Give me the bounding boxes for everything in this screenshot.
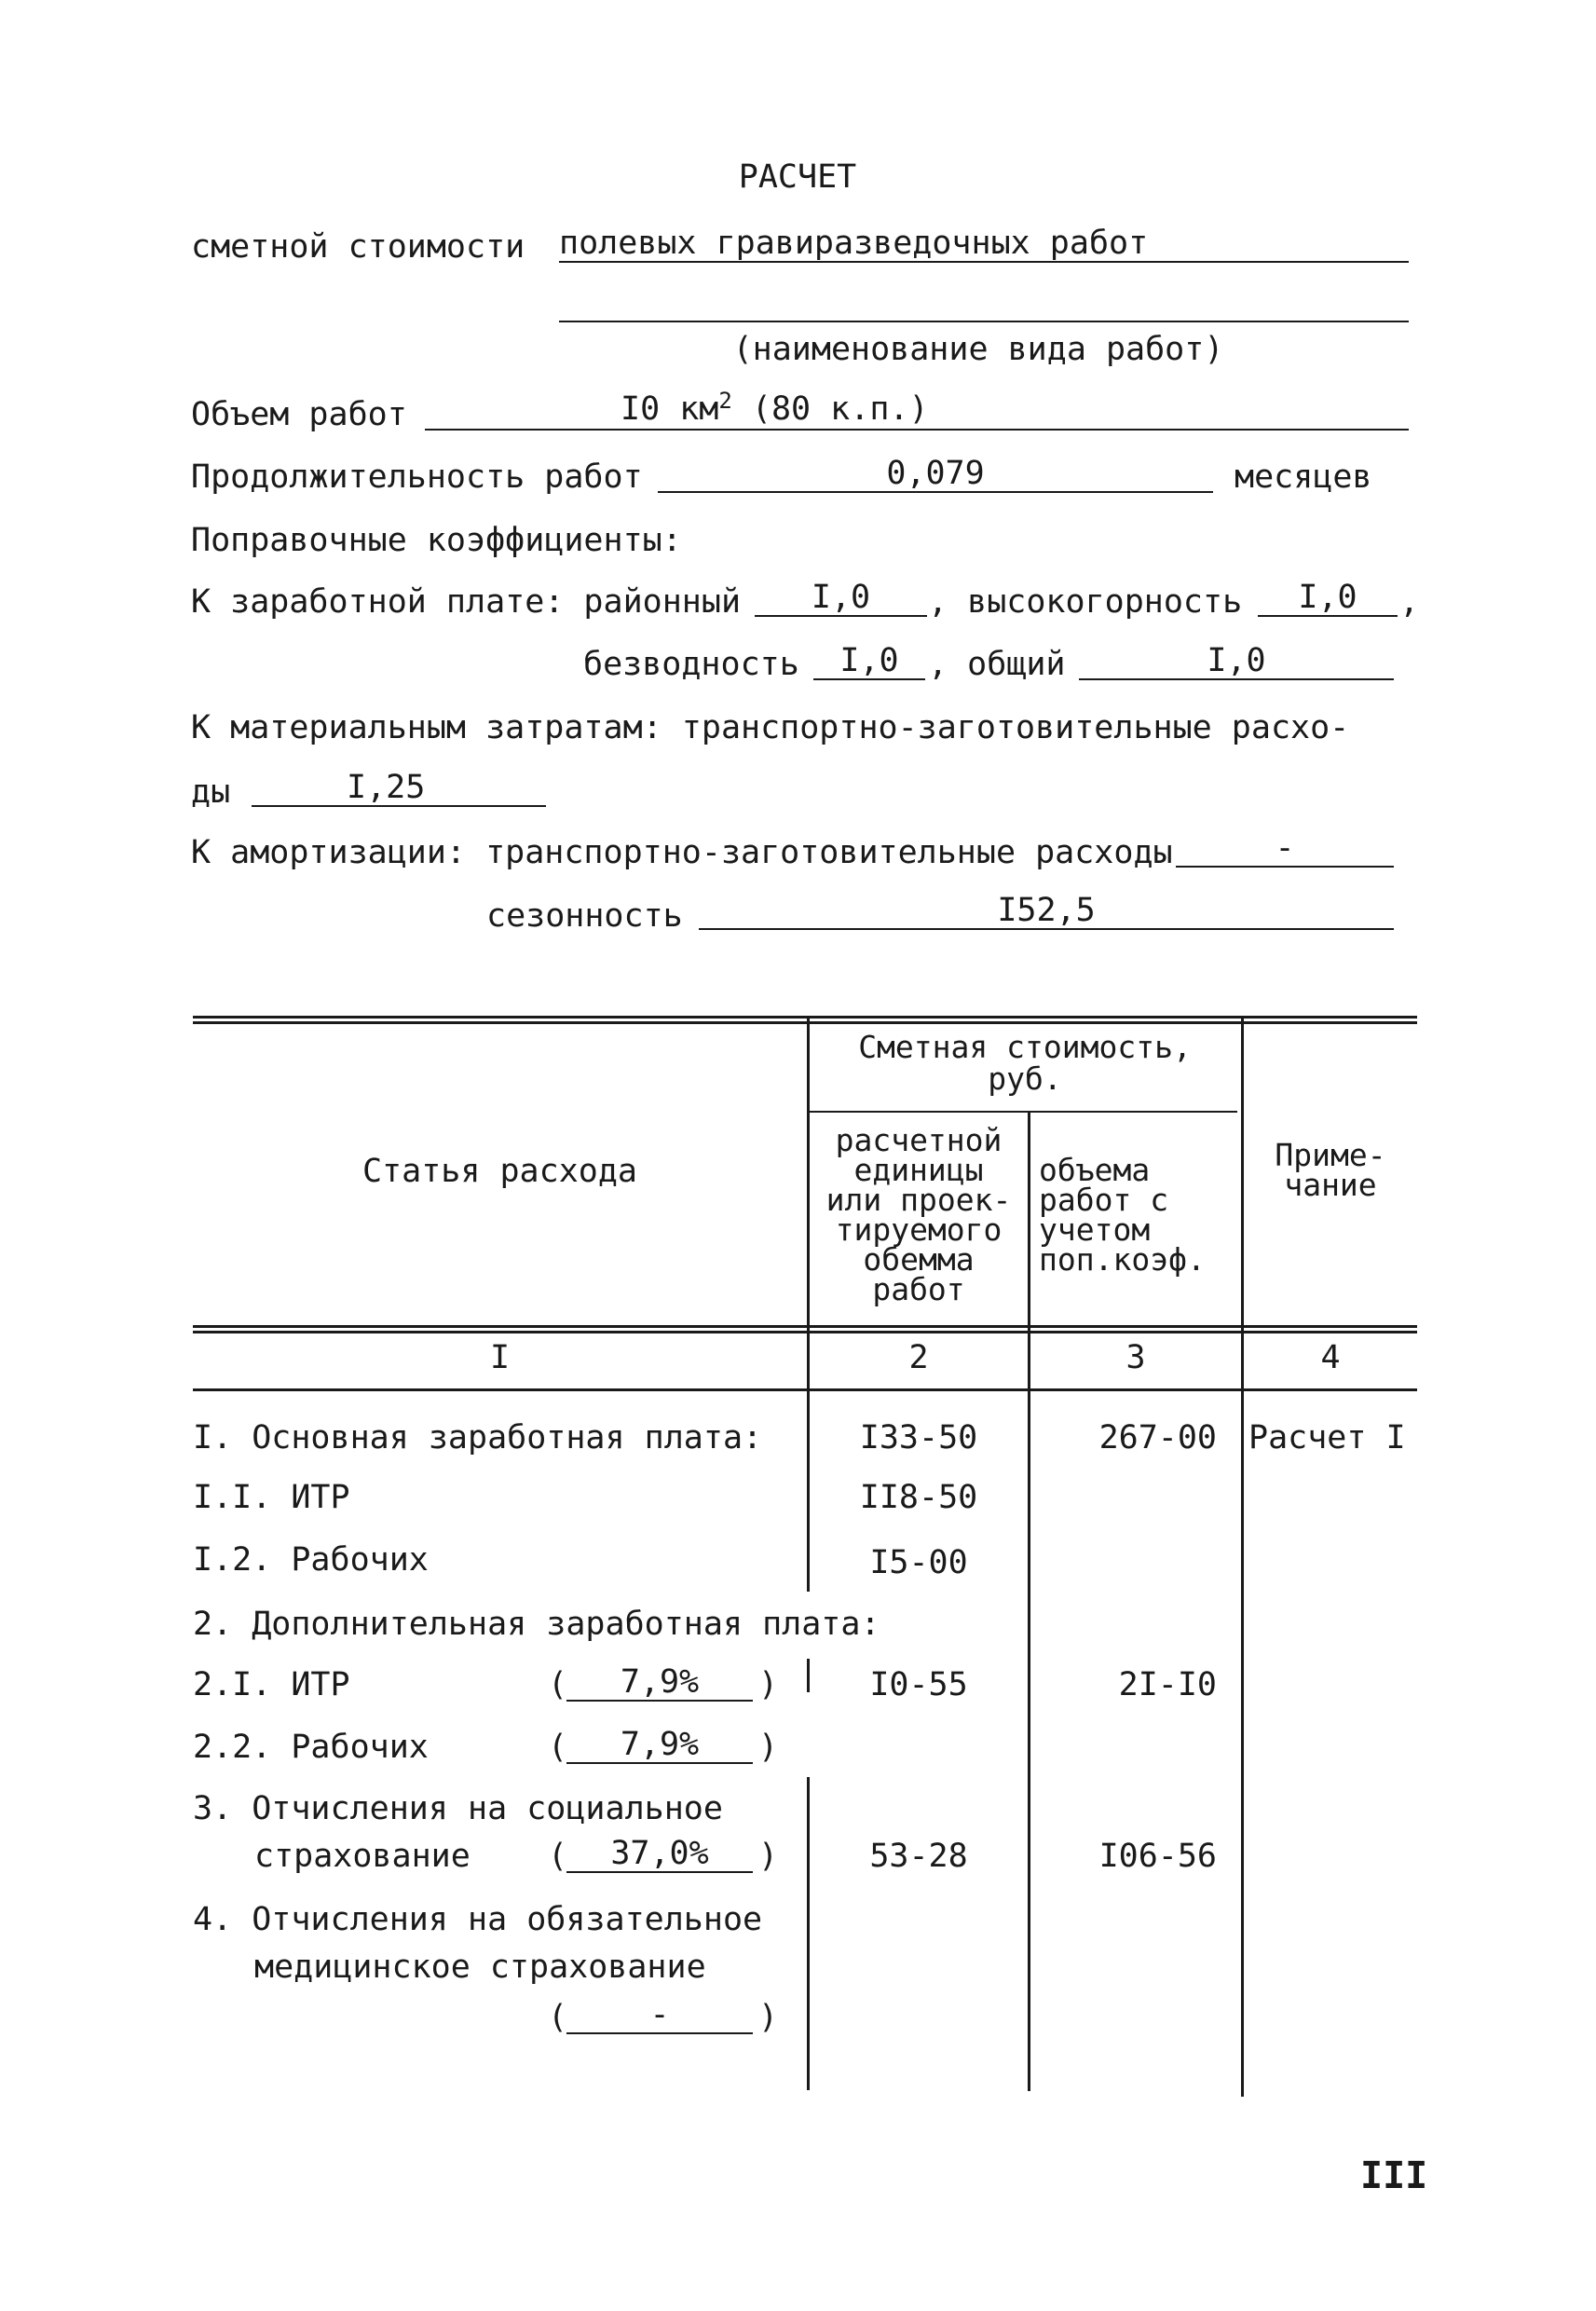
- waterless-label: безводность: [583, 646, 799, 683]
- table-row-label: 2. Дополнительная заработная плата:: [193, 1606, 880, 1643]
- header-col2-line: обемма: [863, 1241, 975, 1278]
- total-label: , общий: [928, 646, 1066, 683]
- table-row-label: I.2. Рабочих: [193, 1541, 429, 1579]
- document-title: РАСЧЕТ: [738, 158, 857, 196]
- amortization-label: К амортизации: транспортно-заготовительные расходы: [191, 834, 1173, 871]
- header-col3-line: работ с: [1039, 1182, 1169, 1218]
- header-col2-line: тируемого: [835, 1211, 1003, 1248]
- volume-underline: [425, 429, 1409, 431]
- header-col2-line: или проек-: [825, 1182, 1012, 1218]
- table-row-label: I. Основная заработная плата:: [193, 1419, 763, 1456]
- table-row-col3: 267-00: [1098, 1419, 1217, 1456]
- total-value: I,0: [1207, 642, 1266, 679]
- header-col3: [1039, 1152, 1239, 1278]
- total-underline: [1079, 678, 1394, 680]
- header-col2: [811, 1122, 1027, 1307]
- header-col2-line: единицы: [853, 1152, 984, 1188]
- paren-open: (: [548, 1838, 568, 1875]
- pct-underline: [566, 1871, 753, 1873]
- highland-value: I,0: [1298, 579, 1357, 616]
- waterless-underline: [813, 678, 925, 680]
- header-col4-line2: чание: [1284, 1167, 1377, 1203]
- numbers-bottom-rule: [193, 1388, 1417, 1391]
- table-row-col4: Расчет I: [1248, 1419, 1406, 1456]
- highland-label: , высокогорность: [928, 583, 1243, 621]
- table-row-label-line2: медицинское страхование: [254, 1949, 706, 1986]
- materials-label-line1: К материальным затратам: транспортно-заготовительные расхо-: [191, 709, 1350, 746]
- table-row-label-line1: 4. Отчисления на обязательное: [193, 1901, 763, 1938]
- col-number-3: 3: [1125, 1339, 1146, 1376]
- pct-underline: [566, 2032, 753, 2034]
- header-bottom-rule-double: [193, 1331, 1417, 1333]
- volume-label: Объем работ: [191, 396, 407, 433]
- volume-value: [621, 388, 929, 428]
- header-col2-line: расчетной: [835, 1122, 1003, 1158]
- pct-value: 37,0%: [610, 1835, 709, 1872]
- paren-open: (: [548, 1999, 568, 2036]
- work-name-caption: (наименование вида работ): [732, 331, 1224, 368]
- season-underline: [699, 928, 1394, 930]
- table-row-col2: 53-28: [869, 1838, 968, 1875]
- duration-label: Продолжительность работ: [191, 458, 643, 496]
- page-number: III: [1360, 2154, 1428, 2197]
- pct-value: 7,9%: [620, 1726, 700, 1763]
- paren-open: (: [548, 1666, 568, 1703]
- table-row-label-line2: страхование: [254, 1838, 471, 1875]
- header-col2-line: работ: [872, 1271, 965, 1307]
- pct-underline: [566, 1700, 753, 1702]
- table-row-col2: II8-50: [859, 1479, 978, 1516]
- materials-underline: [252, 805, 546, 807]
- amortization-value: -: [1275, 829, 1295, 867]
- materials-label-line2: ды: [191, 773, 231, 811]
- header-bottom-rule: [193, 1325, 1417, 1328]
- table-row-label-line1: 3. Отчисления на социальное: [193, 1790, 723, 1827]
- table-row-label: 2.2. Рабочих: [193, 1729, 429, 1766]
- materials-value: I,25: [347, 769, 426, 806]
- paren-close: ): [758, 1729, 779, 1766]
- volume-value-sup: 2: [718, 388, 732, 414]
- waterless-value: I,0: [839, 642, 899, 679]
- pct-value: 7,9%: [620, 1663, 700, 1701]
- work-name: полевых гравиразведочных работ: [559, 225, 1149, 262]
- work-name-underline: [559, 261, 1409, 263]
- volume-value-main: I0 км: [621, 390, 719, 428]
- duration-underline: [658, 491, 1213, 493]
- table-row-col2: I5-00: [869, 1544, 968, 1581]
- header-group-line1: Сметная стоимость,: [858, 1029, 1192, 1065]
- col-divider-2: [1028, 1111, 1030, 2091]
- table-row-label: 2.I. ИТР: [193, 1666, 350, 1703]
- duration-unit: месяцев: [1235, 458, 1372, 496]
- amortization-underline: [1176, 866, 1394, 868]
- paren-close: ): [758, 1838, 779, 1875]
- salary-label: К заработной плате: районный: [191, 583, 742, 621]
- subtitle-label: сметной стоимости: [191, 228, 525, 266]
- table-top-rule: [193, 1016, 1417, 1019]
- header-col1: Статья расхода: [361, 1153, 637, 1190]
- header-col4-line1: Приме-: [1275, 1137, 1386, 1173]
- table-row-label: I.I. ИТР: [193, 1479, 350, 1516]
- group-header-rule: [809, 1111, 1237, 1113]
- salary-district-underline: [755, 615, 927, 617]
- paren-close: ): [758, 1666, 779, 1703]
- col-number-2: 2: [908, 1339, 929, 1376]
- table-row-col2: I0-55: [869, 1666, 968, 1703]
- header-col3-line: учетом: [1039, 1211, 1151, 1248]
- col-number-1: I: [489, 1339, 511, 1376]
- season-label: сезонность: [486, 897, 683, 935]
- highland-underline: [1258, 615, 1398, 617]
- col-number-4: 4: [1320, 1339, 1341, 1376]
- paren-open: (: [548, 1729, 568, 1766]
- table-row-col2: I33-50: [859, 1419, 978, 1456]
- salary-district-value: I,0: [811, 579, 871, 616]
- coefficients-header: Поправочные коэффициенты:: [191, 522, 682, 559]
- pct-underline: [566, 1762, 753, 1764]
- header-col3-line: поп.коэф.: [1039, 1241, 1206, 1278]
- work-name-second-line: [559, 321, 1409, 322]
- paren-close: ): [758, 1999, 779, 2036]
- pct-value: -: [649, 1996, 670, 2033]
- table-row-col3: 2I-I0: [1118, 1666, 1217, 1703]
- header-group-line2: руб.: [988, 1060, 1062, 1097]
- header-col3-line: объема: [1039, 1152, 1151, 1188]
- duration-value: 0,079: [886, 455, 985, 492]
- season-value: I52,5: [997, 892, 1096, 929]
- table-top-rule-double: [193, 1021, 1417, 1024]
- volume-value-rest: (80 к.п.): [751, 390, 929, 428]
- table-row-col3: I06-56: [1098, 1838, 1217, 1875]
- trailing-comma: ,: [1399, 583, 1420, 621]
- col-divider-1-lower: [807, 1777, 810, 2090]
